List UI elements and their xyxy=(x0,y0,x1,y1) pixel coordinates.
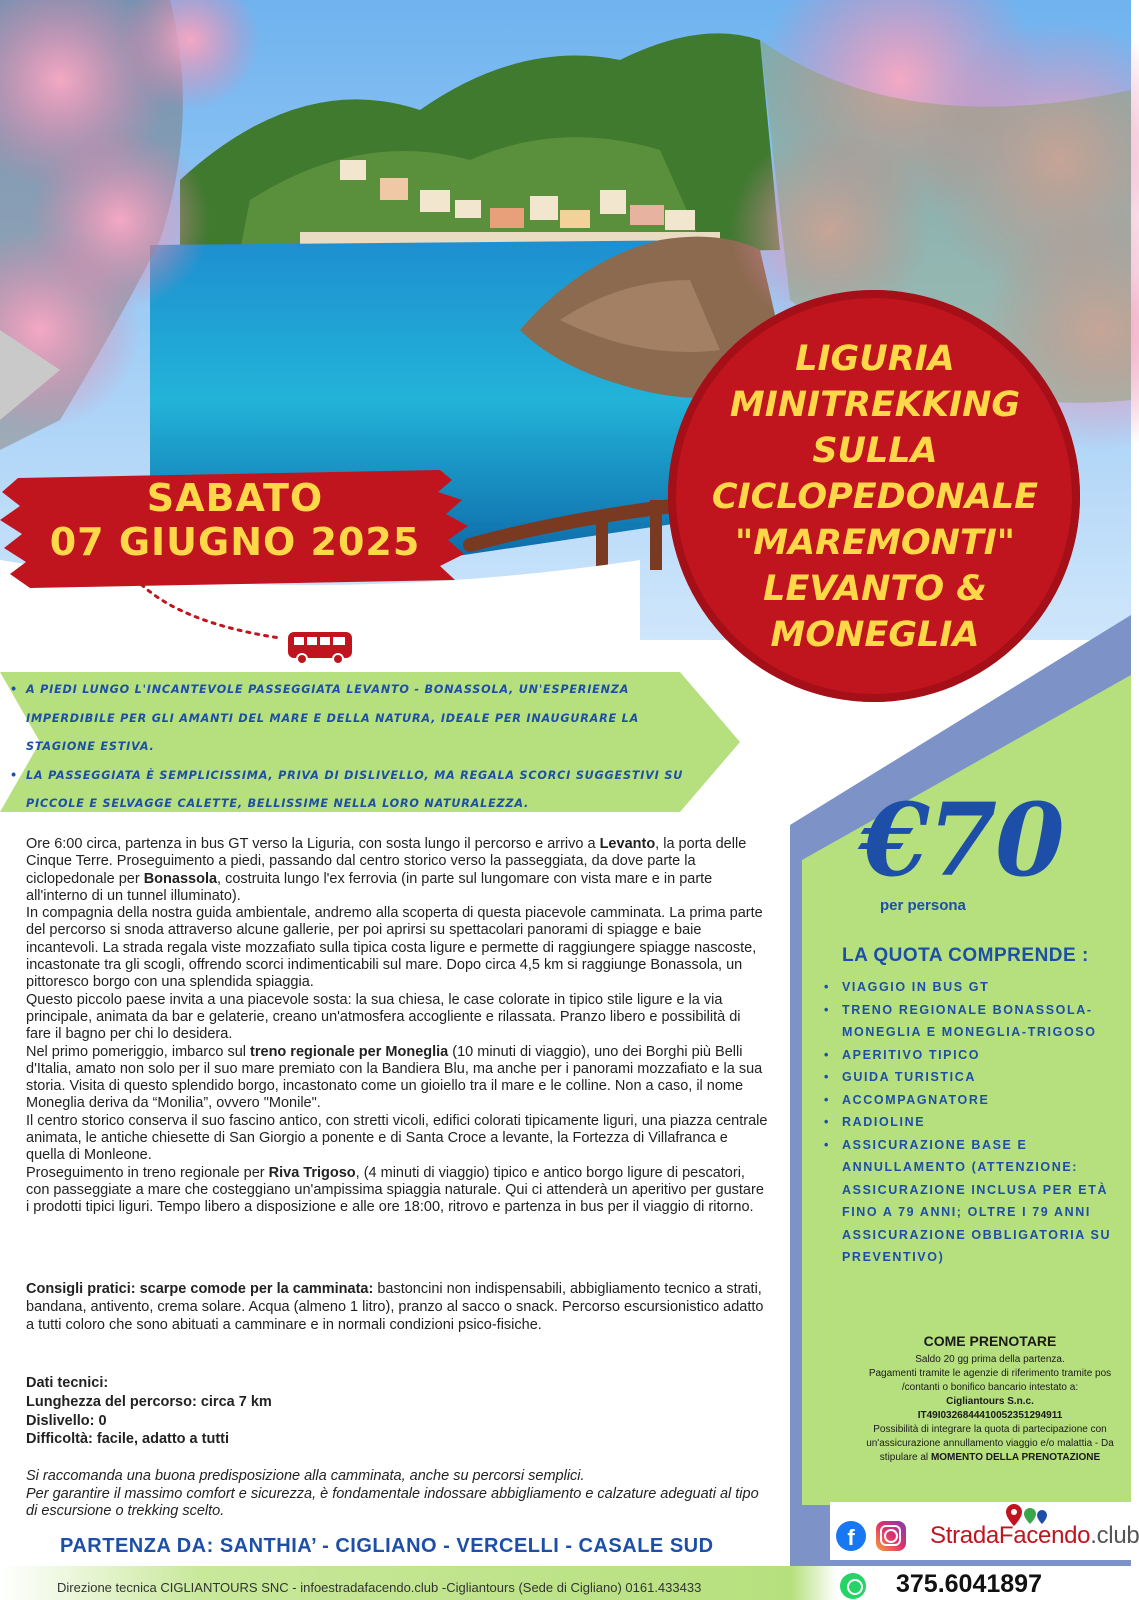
recommendation-line: Per garantire il massimo comfort e sicurezza, è fondamentale indossare abbigliamento e calzature adeguati al tipo di escursione o trekking scelto. xyxy=(26,1485,759,1519)
tech-length: Lunghezza del percorso: circa 7 km xyxy=(26,1393,272,1410)
technical-data xyxy=(26,1374,768,1449)
tech-difficulty: Difficoltà: facile, adatto a tutti xyxy=(26,1431,230,1448)
event-title xyxy=(700,336,1050,658)
booking-info xyxy=(850,1333,1130,1465)
program-text xyxy=(26,836,768,1217)
booking-line: Pagamenti tramite le agenzie di riferimento tramite pos /contanti o bonifico bancario intestato a: xyxy=(868,1368,1112,1393)
booking-line: Possibilità di integrare la quota di partecipazione con un'assicurazione annullamento viaggio e/o malattia - Da stipulare al xyxy=(866,1424,1114,1463)
event-date xyxy=(20,476,450,564)
phone-number[interactable]: 375.6041897 xyxy=(896,1570,1042,1598)
recommendations xyxy=(26,1468,768,1521)
list-item: • A PIEDI LUNGO L'INCANTEVOLE PASSEGGIATA LEVANTO - BONASSOLA, UN'ESPERIENZA IMPERDIBILE PER GLI AMANTI DEL MARE E DELLA NATURA, IDEALE PER INAUGURARE LA STAGIONE ESTIVA. xyxy=(10,676,690,762)
bus-icon xyxy=(286,630,354,666)
list-item: • TRENO REGIONALE BONASSOLA-MONEGLIA E MONEGLIA-TRIGOSO xyxy=(822,999,1112,1044)
booking-iban: IT49I0326844410052351294911 xyxy=(917,1410,1063,1421)
facebook-icon[interactable]: f xyxy=(836,1521,866,1551)
list-item: • ASSICURAZIONE BASE E ANNULLAMENTO (ATTENZIONE: ASSICURAZIONE INCLUSA PER ETÀ FINO A 79 ANNI; OLTRE I 79 ANNI ASSICURAZIONE OBBLIGATORIA SU PREVENTIVO) xyxy=(822,1134,1112,1269)
route-dots xyxy=(120,560,290,650)
whatsapp-icon[interactable] xyxy=(840,1573,866,1599)
program-paragraph: Proseguimento in treno regionale per Riva Trigoso, (4 minuti di viaggio) tipico e antico borgo ligure di pescatori, con passeggiate a mare che costeggiano un'ampissima spiaggia naturale. Qui ci attenderà un aperitivo per gustare i prodotti tipici liguri. Tempo libero a disposizione e alle ore 18:00, ritrovo e partenza in bus per il viaggio di ritorno. xyxy=(26,1164,764,1216)
program-paragraph: Nel primo pomeriggio, imbarco sul treno regionale per Moneglia (10 minuti di viaggio), uno dei Borghi più Belli d'Italia, amato non solo per il suo mare premiato con la Bandiera Blu, ma anche per i panorami mozzafiato e la sua storia. Visita di questo splendido borgo, incastonato come un gioiello tra il mare e le colline. Non a caso, il nome Moneglia deriva da “Monilia”, ovvero "Monile". xyxy=(26,1043,763,1112)
booking-note: MOMENTO DELLA PRENOTAZIONE xyxy=(930,1452,1101,1463)
list-item: • ACCOMPAGNATORE xyxy=(822,1089,1112,1112)
date-weekday: SABATO xyxy=(146,476,324,520)
title-line: MONEGLIA xyxy=(770,615,980,655)
list-item: • RADIOLINE xyxy=(822,1111,1112,1134)
list-item: • VIAGGIO IN BUS GT xyxy=(822,976,1112,999)
brand-tld: .club xyxy=(1090,1522,1139,1549)
highlights-list xyxy=(10,676,690,819)
price-per-person: per persona xyxy=(880,897,966,914)
booking-heading: COME PRENOTARE xyxy=(923,1333,1057,1349)
departure-points: PARTENZA DA: SANTHIA’ - CIGLIANO - VERCELLI - CASALE SUD xyxy=(60,1535,714,1557)
instagram-icon[interactable] xyxy=(876,1521,906,1551)
recommendation-line: Si raccomanda una buona predisposizione alla camminata, anche su percorsi semplici. xyxy=(26,1468,585,1484)
program-paragraph: Questo piccolo paese invita a una piacevole sosta: la sua chiesa, le case colorate in tipico stile ligure e la via principale, animata da bar e gelaterie, creano un'atmosfera accogliente e rilassata. Pranzo libero e possibilità di fare il bagno per chi lo desidera. xyxy=(26,991,741,1043)
price-amount: €70 xyxy=(860,781,1063,899)
title-line: SULLA xyxy=(812,431,938,471)
tech-heading: Dati tecnici: xyxy=(26,1375,109,1391)
title-line: LEVANTO & xyxy=(763,569,987,609)
quota-heading: LA QUOTA COMPRENDE : xyxy=(842,945,1089,966)
list-item: • LA PASSEGGIATA È SEMPLICISSIMA, PRIVA DI DISLIVELLO, MA REGALA SCORCI SUGGESTIVI SU PICCOLE E SELVAGGE CALETTE, BELLISSIME NELLA LORO NATURALEZZA. xyxy=(10,762,690,819)
tips-label: Consigli pratici: scarpe comode per la camminata: xyxy=(26,1281,374,1297)
list-item: • GUIDA TURISTICA xyxy=(822,1066,1112,1089)
footer-text: Direzione tecnica CIGLIANTOURS SNC - infoestradafacendo.club -Cigliantours (Sede di Cigliano) 0161.433433 xyxy=(57,1580,702,1595)
title-line: "MAREMONTI" xyxy=(734,523,1016,563)
booking-line: Saldo 20 gg prima della partenza. xyxy=(915,1354,1065,1365)
tech-elevation: Dislivello: 0 xyxy=(26,1412,107,1429)
list-item: • APERITIVO TIPICO xyxy=(822,1044,1112,1067)
title-line: LIGURIA xyxy=(795,339,955,379)
brand-logo xyxy=(930,1522,1139,1550)
practical-tips xyxy=(26,1280,768,1334)
program-paragraph: In compagnia della nostra guida ambientale, andremo alla scoperta di questa piacevole camminata. La prima parte del percorso si snoda attraverso alcune gallerie, per poi aprirsi su spettacolari panorami di spiagge e baie incantevoli. La strada regala viste mozzafiato sulla tipica costa ligure e permette di raggiungere spiagge nascoste, incastonate tra gli scogli, offrendo scorci indimenticabili sul mare. Dopo circa 4,5 km si raggiunge Bonassola, un pittoresco borgo con una splendida spiaggia. xyxy=(26,905,763,991)
date-day: 07 GIUGNO 2025 xyxy=(49,520,421,564)
booking-company: Cigliantours S.n.c. xyxy=(946,1396,1034,1407)
title-line: MINITREKKING xyxy=(729,385,1021,425)
quota-list xyxy=(822,976,1112,1269)
program-paragraph: Il centro storico conserva il suo fascino antico, con stretti vicoli, edifici colorati tipicamente liguri, una piazza centrale animata, le antiche chiesette di San Giorgio a ponente e di Santa Croce a levante, la Fortezza di Villafranca e quella di Monleone. xyxy=(26,1112,768,1164)
tips-text: bastoncini non indispensabili, abbigliamento tecnico a strati, bandana, antivento, crema solare. Acqua (almeno 1 litro), pranzo al sacco o snack. Percorso escursionistico adatto a tutti coloro che sono abituati a camminare e in normali condizioni psico-fisiche. xyxy=(26,1281,764,1333)
brand-name: StradaFacendo xyxy=(930,1522,1091,1549)
program-paragraph: Ore 6:00 circa, partenza in bus GT verso la Liguria, con sosta lungo il percorso e arrivo a Levanto, la porta delle Cinque Terre. Proseguimento a piedi, passando dal centro storico verso la passeggiata, da dove parte la ciclopedonale per Bonassola, costruita lungo l'ex ferrovia (in parte sul lungomare con vista mare e in parte all'interno di un tunnel illuminato). xyxy=(26,836,747,904)
title-line: CICLOPEDONALE xyxy=(711,477,1039,517)
